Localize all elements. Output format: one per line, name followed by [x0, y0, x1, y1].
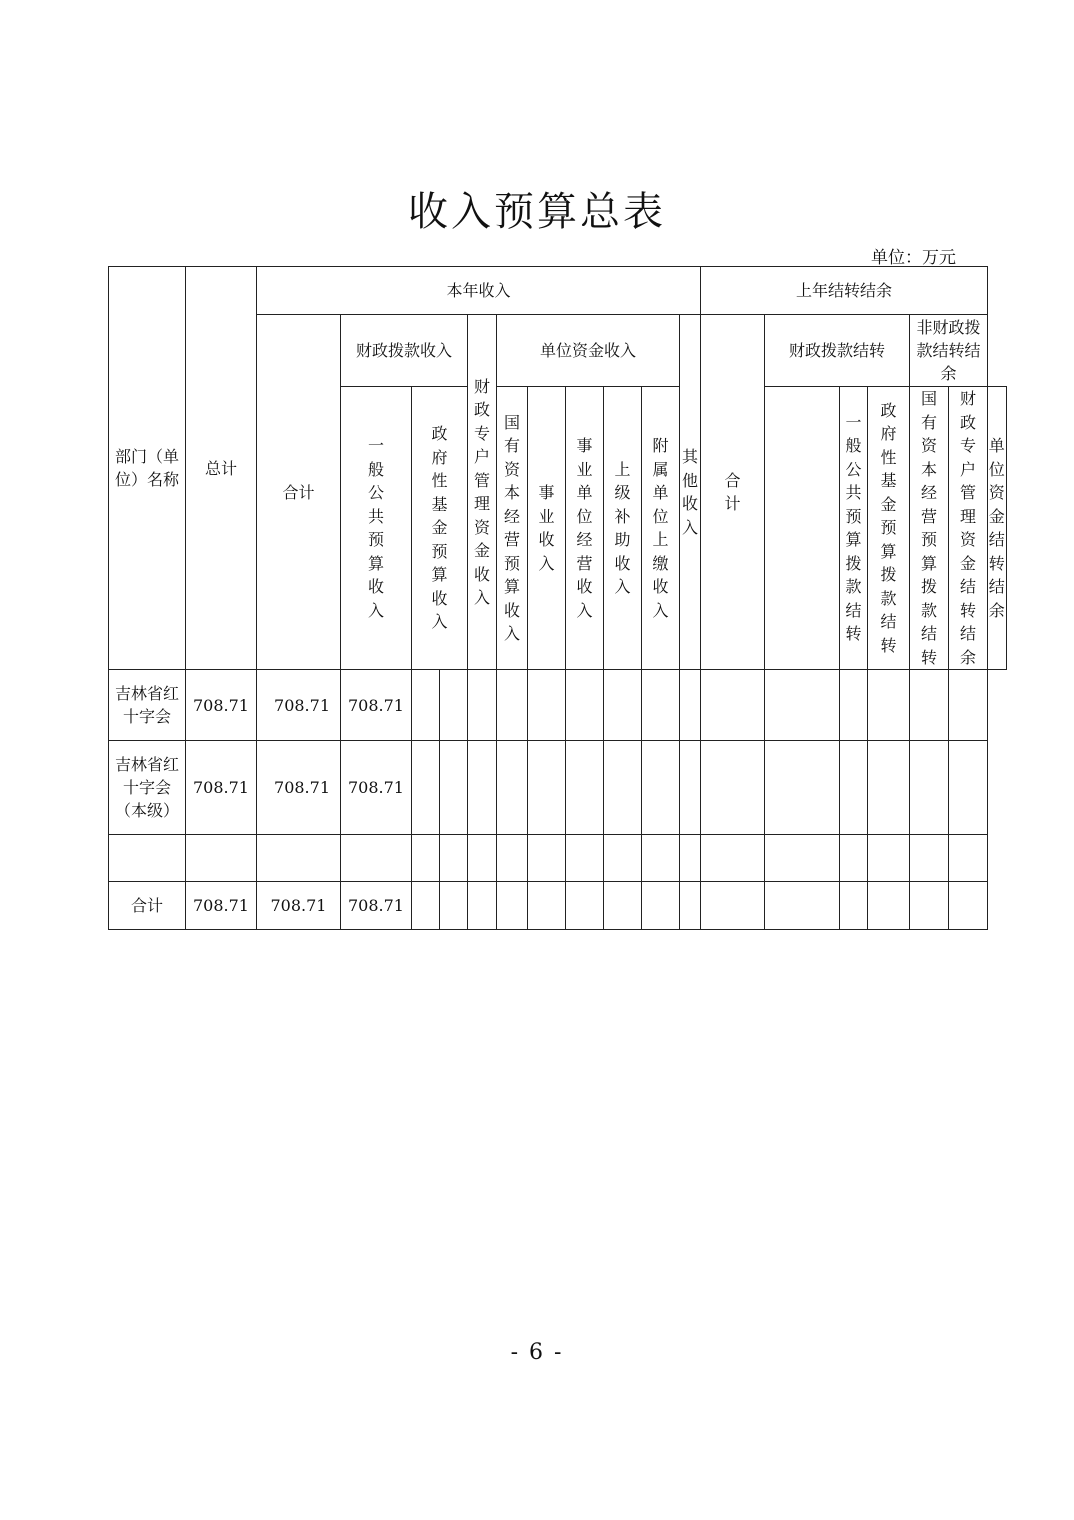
- row-total: 708.71: [186, 670, 257, 741]
- total-row-subtotal: 708.71: [257, 882, 341, 930]
- income-budget-table: [108, 266, 1007, 930]
- header-co-unit: 单位资金结转结余: [988, 387, 1007, 670]
- row-subtotal: 708.71: [257, 741, 341, 835]
- header-gov-fund: 政府性基金预算收入: [412, 387, 468, 670]
- header-superior-sub: 上级补助收入: [604, 387, 642, 670]
- row-name: 吉林省红十字会: [109, 670, 186, 741]
- page-title: 收入预算总表: [408, 189, 666, 235]
- table-row: [109, 741, 1007, 835]
- header-co-state: 国有资本经营预算拨款结转: [910, 387, 949, 670]
- header-carryover: 上年结转结余: [701, 267, 988, 315]
- header-co-special: 财政专户管理资金结转结余: [949, 387, 988, 670]
- row-subtotal: [257, 835, 341, 882]
- row-total: 708.71: [186, 741, 257, 835]
- table-row: [109, 835, 1007, 882]
- total-row-total: 708.71: [186, 882, 257, 930]
- row-name: 吉林省红十字会（本级）: [109, 741, 186, 835]
- header-dept: 部门（单位）名称: [109, 267, 186, 670]
- row-general: 708.71: [341, 741, 412, 835]
- total-row-general: 708.71: [341, 882, 412, 930]
- header-subtotal: 合计: [257, 315, 341, 670]
- header-this-year: 本年收入: [257, 267, 701, 315]
- header-unit-funds: 单位资金收入: [497, 315, 680, 387]
- header-empty-col: [765, 387, 840, 670]
- header-affiliate: 附属单位上缴收入: [642, 387, 680, 670]
- header-co-general: 一般公共预算拨款结转: [840, 387, 868, 670]
- total-row-label: 合计: [109, 882, 186, 930]
- header-co-nonfiscal: 非财政拨款结转结余: [910, 315, 988, 387]
- row-name: [109, 835, 186, 882]
- header-total: 总计: [186, 267, 257, 670]
- header-other-income: 其他收入: [680, 315, 701, 670]
- header-general-budget: 一般公共预算收入: [341, 387, 412, 670]
- header-co-subtotal: 合计: [701, 315, 765, 670]
- row-general: [341, 835, 412, 882]
- total-row: [109, 882, 1007, 930]
- header-career-op: 事业单位经营收入: [566, 387, 604, 670]
- header-career-income: 事业收入: [528, 387, 566, 670]
- unit-label: 单位：万元: [871, 248, 956, 268]
- header-fiscal-alloc: 财政拨款收入: [341, 315, 468, 387]
- table-row: [109, 670, 1007, 741]
- header-state-capital: 国有资本经营预算收入: [497, 387, 528, 670]
- header-co-govfund: 政府性基金预算拨款结转: [868, 387, 910, 670]
- row-total: [186, 835, 257, 882]
- header-co-fiscal: 财政拨款结转: [765, 315, 910, 387]
- page-number: - 6 -: [510, 1340, 564, 1365]
- row-general: 708.71: [341, 670, 412, 741]
- row-subtotal: 708.71: [257, 670, 341, 741]
- header-fiscal-special: 财政专户管理资金收入: [468, 315, 497, 670]
